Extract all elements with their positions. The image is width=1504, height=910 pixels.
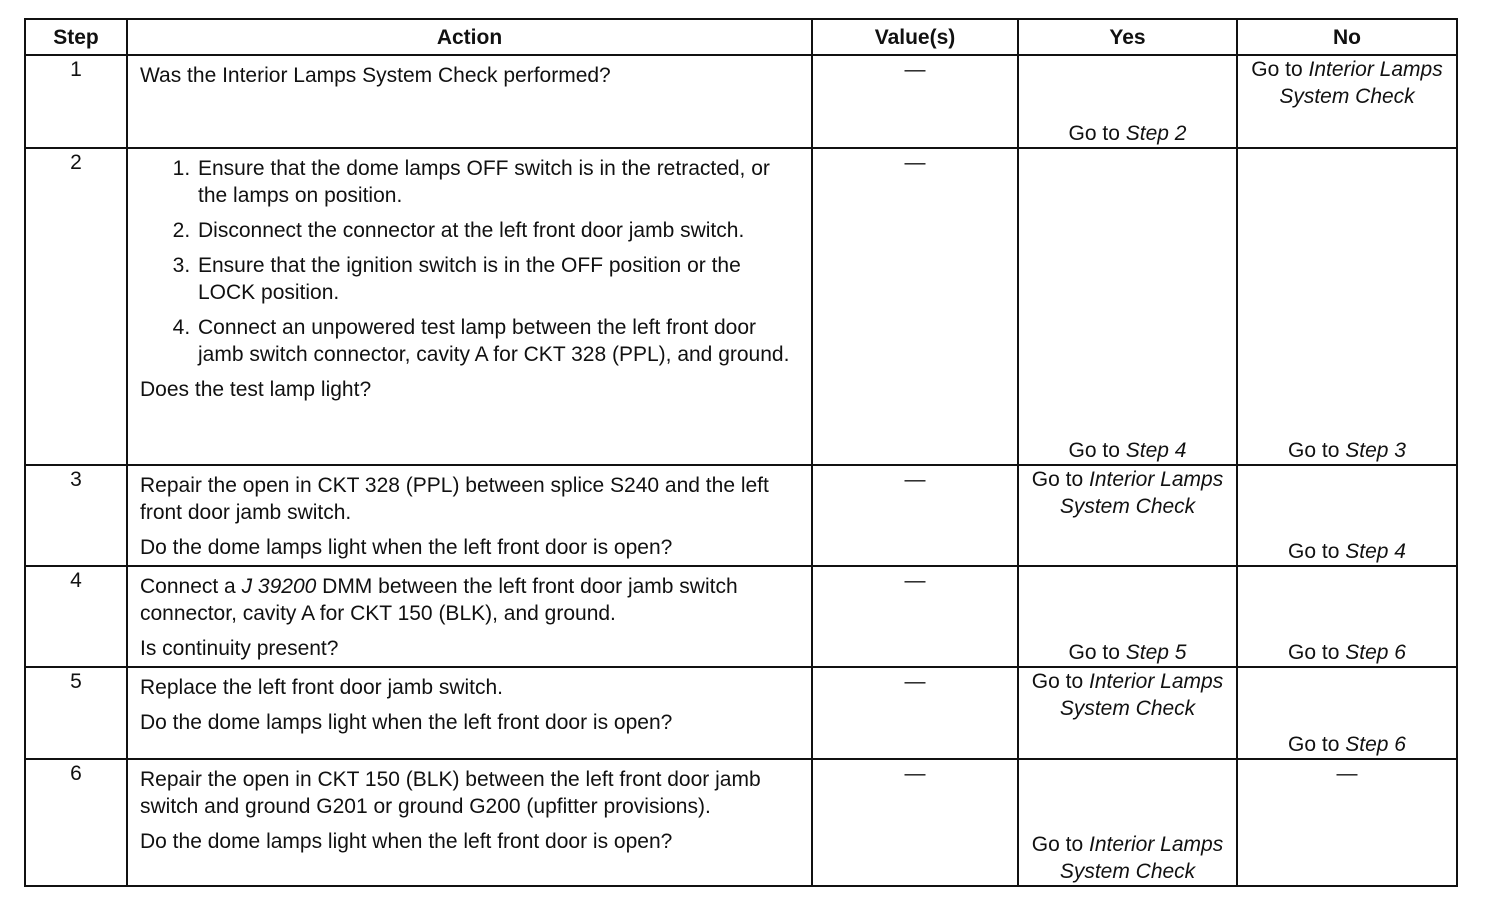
table-row-step-4 (25, 566, 1457, 667)
table-row-step-2 (25, 148, 1457, 465)
table-row-step-3 (25, 465, 1457, 566)
no-goto-target[interactable]: Step 4 (1345, 540, 1406, 563)
table-row-step-5 (25, 667, 1457, 759)
action-question: Do the dome lamps light when the left front door is open? (140, 830, 673, 853)
action-step-item: 4. Connect an unpowered test lamp between the left front door jamb switch connector, cavity A for CKT 328 (PPL), and ground. (196, 314, 799, 368)
value-cell: — (812, 667, 1018, 759)
no-goto-target[interactable]: Interior Lamps System Check (1279, 58, 1443, 108)
yes-cell (1018, 667, 1237, 759)
action-cell (127, 759, 812, 886)
yes-goto-target[interactable]: Interior Lamps System Check (1059, 468, 1224, 518)
yes-goto-target[interactable]: Interior Lamps System Check (1059, 670, 1224, 720)
no-goto-prefix: Go to (1288, 540, 1346, 563)
step-number: 5 (25, 667, 127, 759)
no-goto-prefix: Go to (1251, 58, 1309, 81)
no-cell (1237, 667, 1457, 759)
action-text: Replace the left front door jamb switch. (140, 676, 504, 699)
diagnostic-table (24, 18, 1458, 887)
table-row-step-6 (25, 759, 1457, 886)
header-no: No (1237, 19, 1457, 55)
action-steps-list (140, 155, 799, 368)
header-yes: Yes (1018, 19, 1237, 55)
yes-cell (1018, 55, 1237, 148)
action-cell (127, 55, 812, 148)
no-goto-prefix: Go to (1288, 439, 1346, 462)
value-cell: — (812, 55, 1018, 148)
action-text: Repair the open in CKT 328 (PPL) between splice S240 and the left front door jamb switch. (140, 474, 769, 524)
yes-goto-prefix: Go to (1068, 439, 1126, 462)
no-goto-prefix: Go to (1288, 641, 1346, 664)
tool-number: J 39200 (241, 575, 317, 598)
yes-goto-target[interactable]: Step 4 (1125, 439, 1187, 462)
table-row-step-1 (25, 55, 1457, 148)
step-number: 2 (25, 148, 127, 465)
no-goto-target[interactable]: Step 6 (1345, 641, 1406, 664)
yes-cell (1018, 465, 1237, 566)
action-text: Was the Interior Lamps System Check performed? (140, 64, 611, 87)
yes-cell (1018, 566, 1237, 667)
action-cell (127, 148, 812, 465)
yes-goto-target[interactable]: Step 5 (1125, 641, 1187, 664)
step-number: 1 (25, 55, 127, 148)
action-question: Do the dome lamps light when the left front door is open? (140, 536, 673, 559)
action-text (140, 573, 799, 627)
action-text-pre: Connect a (140, 575, 242, 598)
action-step-item: 2. Disconnect the connector at the left front door jamb switch. (196, 217, 799, 244)
yes-goto-target[interactable]: Interior Lamps System Check (1059, 833, 1224, 883)
yes-goto-prefix: Go to (1068, 641, 1126, 664)
value-cell: — (812, 566, 1018, 667)
value-cell: — (812, 759, 1018, 886)
step-number: 4 (25, 566, 127, 667)
no-goto-target[interactable]: Step 6 (1345, 733, 1406, 756)
yes-cell (1018, 148, 1237, 465)
action-question: Do the dome lamps light when the left front door is open? (140, 711, 673, 734)
action-cell (127, 465, 812, 566)
action-question: Is continuity present? (140, 637, 339, 660)
action-cell (127, 566, 812, 667)
action-text-post: DMM between the left front door jamb switch connector, cavity A for CKT 150 (BLK), and ground. (140, 575, 738, 625)
action-step-item: 1. Ensure that the dome lamps OFF switch is in the retracted, or the lamps on position. (196, 155, 799, 209)
yes-goto-prefix: Go to (1031, 670, 1089, 693)
value-cell: — (812, 465, 1018, 566)
no-goto-prefix: Go to (1288, 733, 1346, 756)
step-number: 6 (25, 759, 127, 886)
no-goto-target[interactable]: Step 3 (1345, 439, 1406, 462)
no-cell (1237, 465, 1457, 566)
header-values: Value(s) (812, 19, 1018, 55)
header-row (25, 19, 1457, 55)
yes-cell (1018, 759, 1237, 886)
action-question: Does the test lamp light? (140, 378, 372, 401)
yes-goto-prefix: Go to (1068, 122, 1126, 145)
yes-goto-target[interactable]: Step 2 (1125, 122, 1187, 145)
step-number: 3 (25, 465, 127, 566)
no-cell: — (1237, 759, 1457, 886)
value-cell: — (812, 148, 1018, 465)
action-text: Repair the open in CKT 150 (BLK) between the left front door jamb switch and ground G201 or ground G200 (upfitter provisions). (140, 768, 761, 818)
no-cell (1237, 566, 1457, 667)
yes-goto-prefix: Go to (1031, 833, 1089, 856)
action-cell (127, 667, 812, 759)
no-cell (1237, 55, 1457, 148)
header-action: Action (127, 19, 812, 55)
no-cell (1237, 148, 1457, 465)
header-step: Step (25, 19, 127, 55)
action-step-item: 3. Ensure that the ignition switch is in the OFF position or the LOCK position. (196, 252, 799, 306)
yes-goto-prefix: Go to (1031, 468, 1089, 491)
